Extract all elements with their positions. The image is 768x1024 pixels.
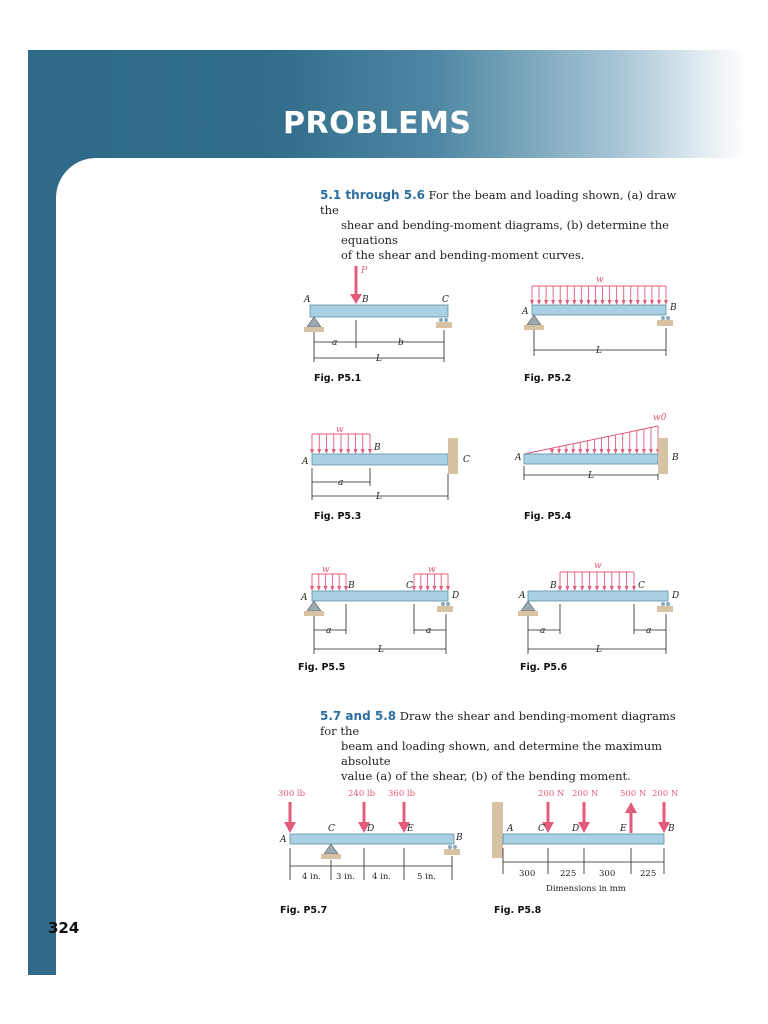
- load-arrowhead: [580, 586, 584, 591]
- dimension-label: 3 in.: [336, 872, 356, 882]
- load-label: P: [361, 266, 368, 276]
- figure-p5-7: [274, 784, 470, 894]
- point-label: C: [463, 455, 470, 465]
- load-label: w: [428, 565, 436, 575]
- load-arrowhead: [550, 449, 554, 454]
- load-arrowhead: [565, 586, 569, 591]
- load-arrowhead: [354, 449, 358, 454]
- dimension-label: L: [378, 645, 384, 655]
- load-label: w: [594, 561, 602, 571]
- figure-caption: Fig. P5.1: [314, 373, 362, 384]
- load-arrowhead: [432, 586, 436, 591]
- dimension-label: b: [398, 338, 404, 348]
- load-arrowhead: [636, 300, 640, 305]
- dimension-label: 225: [640, 869, 657, 879]
- load-arrowhead: [607, 449, 611, 454]
- load-arrowhead: [585, 449, 589, 454]
- load-arrowhead: [439, 586, 443, 591]
- load-arrowhead: [537, 300, 541, 305]
- load-arrowhead: [625, 586, 629, 591]
- load-arrowhead: [426, 586, 430, 591]
- load-arrowhead: [664, 300, 668, 305]
- problem-text-line: For the beam and loading shown, (a) draw the: [320, 188, 677, 217]
- figure-p5-3: [292, 420, 472, 504]
- point-label: A: [280, 835, 287, 845]
- load-label: w: [596, 275, 604, 285]
- load-arrowhead: [551, 300, 555, 305]
- page-title: PROBLEMS: [283, 106, 472, 141]
- point-label: B: [670, 303, 677, 313]
- point-label: A: [304, 295, 311, 305]
- point-label: A: [515, 453, 522, 463]
- load-arrowhead: [578, 449, 582, 454]
- dimension-label: 225: [560, 869, 577, 879]
- point-label: C: [638, 581, 645, 591]
- load-label: 200 N: [538, 789, 565, 799]
- dimension-label: a: [646, 626, 652, 636]
- distributed-load-arrows: [530, 286, 668, 305]
- load-arrowhead: [565, 300, 569, 305]
- load-arrowhead: [557, 449, 561, 454]
- load-arrowhead: [324, 586, 328, 591]
- point-label: C: [538, 824, 545, 834]
- load-arrowhead: [310, 586, 314, 591]
- dimension-label: a: [426, 626, 432, 636]
- load-arrowhead: [629, 300, 633, 305]
- load-label: 200 N: [652, 789, 679, 799]
- load-arrowhead: [564, 449, 568, 454]
- distributed-load-arrows: [310, 574, 450, 591]
- load-arrowhead: [599, 449, 603, 454]
- load-arrowhead: [310, 449, 314, 454]
- load-arrowhead: [530, 300, 534, 305]
- load-arrowhead: [339, 449, 343, 454]
- figure-caption: Fig. P5.3: [314, 511, 362, 522]
- figure-caption: Fig. P5.2: [524, 373, 572, 384]
- triangular-load-arrows: [550, 426, 660, 454]
- problem-number: 5.7 and 5.8: [320, 709, 397, 723]
- dimension-label: a: [540, 626, 546, 636]
- figure-p5-6: [512, 560, 692, 660]
- load-arrowhead: [346, 449, 350, 454]
- load-arrowhead: [579, 300, 583, 305]
- load-label: 360 lb: [388, 789, 416, 799]
- figure-caption: Fig. P5.8: [494, 905, 542, 916]
- load-arrowhead: [544, 300, 548, 305]
- figure-p5-2: [512, 270, 692, 366]
- figure-caption: Fig. P5.6: [520, 662, 568, 673]
- figure-caption: Fig. P5.7: [280, 905, 328, 916]
- load-arrowhead: [332, 449, 336, 454]
- load-arrowhead: [558, 586, 562, 591]
- dimension-label: 4 in.: [372, 872, 392, 882]
- dimension-label: a: [338, 478, 344, 488]
- load-arrowhead: [361, 449, 365, 454]
- load-arrowhead: [595, 586, 599, 591]
- point-label: C: [328, 824, 335, 834]
- point-label: C: [406, 581, 413, 591]
- load-label: 300 lb: [278, 789, 306, 799]
- point-label: A: [519, 591, 526, 601]
- load-arrowhead: [558, 300, 562, 305]
- load-arrowhead: [588, 586, 592, 591]
- point-label: A: [301, 593, 308, 603]
- units-note: Dimensions in mm: [546, 884, 626, 894]
- dimension-label: L: [588, 471, 594, 481]
- point-label: C: [442, 295, 449, 305]
- point-label: A: [507, 824, 514, 834]
- load-arrowhead: [621, 449, 625, 454]
- load-arrowhead: [592, 449, 596, 454]
- point-label: B: [672, 453, 679, 463]
- load-label: 500 N: [620, 789, 647, 799]
- load-arrowhead: [337, 586, 341, 591]
- load-arrowhead: [610, 586, 614, 591]
- load-arrowhead: [573, 586, 577, 591]
- dimension-label: L: [596, 346, 602, 356]
- load-arrowhead: [657, 300, 661, 305]
- load-arrowhead: [635, 449, 639, 454]
- load-arrowhead: [317, 449, 321, 454]
- dimension-label: L: [376, 492, 382, 502]
- point-label: D: [572, 824, 580, 834]
- load-arrowhead: [571, 449, 575, 454]
- dimension-label: 300: [599, 869, 616, 879]
- page-number: 324: [48, 919, 80, 937]
- distributed-load-arrows: [310, 434, 372, 454]
- dimension-label: a: [326, 626, 332, 636]
- load-arrowhead: [330, 586, 334, 591]
- point-label: B: [362, 295, 369, 305]
- load-label: w: [336, 425, 344, 435]
- load-arrowhead: [601, 300, 605, 305]
- dimension-label: L: [596, 645, 602, 655]
- dimension-label: 4 in.: [302, 872, 322, 882]
- distributed-load-arrows: [558, 572, 636, 591]
- point-label: D: [672, 591, 680, 601]
- dimension-label: a: [332, 338, 338, 348]
- figure-p5-5: [292, 560, 472, 660]
- point-label: D: [367, 824, 375, 834]
- load-arrowhead: [642, 449, 646, 454]
- problem-text-line: value (a) of the shear, (b) of the bending moment.: [341, 769, 631, 783]
- load-label: 200 N: [572, 789, 599, 799]
- load-arrowhead: [632, 586, 636, 591]
- load-arrowhead: [572, 300, 576, 305]
- load-arrowhead: [325, 449, 329, 454]
- point-label: E: [620, 824, 627, 834]
- problem-5-1-statement: [320, 188, 680, 263]
- load-arrowhead: [617, 586, 621, 591]
- point-label: B: [456, 833, 463, 843]
- problem-text-line: shear and bending-moment diagrams, (b) determine the equations: [341, 218, 669, 247]
- dimension-label: 300: [519, 869, 536, 879]
- load-arrowhead: [615, 300, 619, 305]
- problem-number: 5.1 through 5.6: [320, 188, 425, 202]
- load-label: 240 lb: [348, 789, 376, 799]
- dimension-label: 5 in.: [417, 872, 437, 882]
- problem-text-line: of the shear and bending-moment curves.: [341, 248, 585, 262]
- point-label: A: [302, 457, 309, 467]
- load-arrowhead: [602, 586, 606, 591]
- figure-caption: Fig. P5.5: [298, 662, 346, 673]
- point-label: A: [522, 307, 529, 317]
- problem-text-line: Draw the shear and bending-moment diagrams for the: [320, 709, 676, 738]
- load-arrowhead: [419, 586, 423, 591]
- load-arrowhead: [614, 449, 618, 454]
- load-arrowhead: [368, 449, 372, 454]
- load-label: w: [322, 565, 330, 575]
- point-label: D: [452, 591, 460, 601]
- load-arrowhead: [608, 300, 612, 305]
- dimension-label: L: [376, 354, 382, 364]
- load-arrowhead: [622, 300, 626, 305]
- load-label: w0: [653, 413, 667, 423]
- point-label: B: [550, 581, 557, 591]
- load-arrowhead: [593, 300, 597, 305]
- figure-p5-1: [290, 258, 470, 370]
- point-label: B: [348, 581, 355, 591]
- load-arrowhead: [643, 300, 647, 305]
- load-arrowhead: [650, 300, 654, 305]
- figure-caption: Fig. P5.4: [524, 511, 572, 522]
- load-arrowhead: [317, 586, 321, 591]
- point-label: E: [407, 824, 414, 834]
- point-label: B: [374, 443, 381, 453]
- point-label: B: [668, 824, 675, 834]
- load-arrowhead: [649, 449, 653, 454]
- problem-text-line: beam and loading shown, and determine the maximum absolute: [341, 739, 663, 768]
- problem-5-7-statement: [320, 709, 680, 784]
- figure-p5-4: [512, 408, 692, 488]
- load-arrowhead: [586, 300, 590, 305]
- load-arrowhead: [628, 449, 632, 454]
- figure-p5-8: [490, 784, 686, 896]
- load-arrowhead: [446, 586, 450, 591]
